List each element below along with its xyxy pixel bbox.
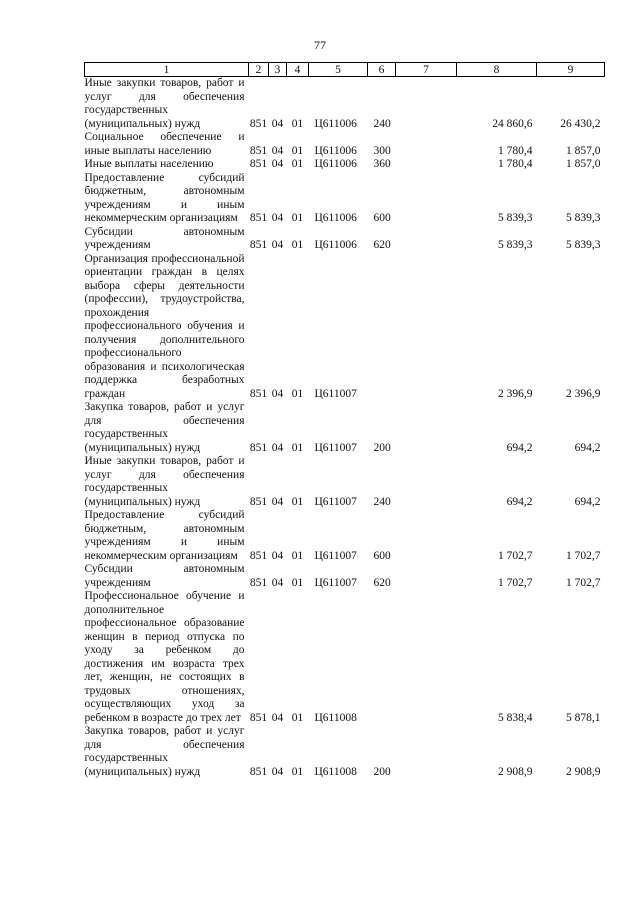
table-row <box>85 401 605 455</box>
row-csr: Ц611007 <box>314 549 357 562</box>
row-col8: 1 702,7 <box>498 549 533 562</box>
row-col8: 694,2 <box>506 441 533 454</box>
row-pr: 01 <box>291 144 304 157</box>
row-col7 <box>396 226 457 253</box>
row-rz: 04 <box>271 576 284 589</box>
row-col8: 2 396,9 <box>498 387 533 400</box>
row-col9: 1 857,0 <box>566 144 601 157</box>
row-col8: 1 780,4 <box>498 158 533 170</box>
row-name: Иные выплаты населению <box>84 158 214 170</box>
row-col8: 2 908,9 <box>498 765 533 778</box>
table-row <box>85 725 605 779</box>
table-row <box>85 172 605 226</box>
row-csr: Ц611007 <box>314 387 357 400</box>
row-col9: 694,2 <box>574 441 601 454</box>
col-header: 3 <box>269 63 287 77</box>
row-col7 <box>396 725 457 779</box>
row-col7 <box>396 131 457 158</box>
row-ved: 851 <box>249 576 268 589</box>
row-ved: 851 <box>249 549 268 562</box>
row-vr: 600 <box>373 549 391 562</box>
row-vr: 240 <box>373 117 391 130</box>
row-name: Субсидии автономным учреждениям <box>84 563 245 589</box>
row-ved: 851 <box>249 387 268 400</box>
row-name: Субсидии автономным учреждениям <box>84 225 245 251</box>
row-ved: 851 <box>249 117 268 130</box>
row-col8: 24 860,6 <box>492 117 533 130</box>
row-col8: 694,2 <box>506 495 533 508</box>
page-number: 77 <box>314 38 326 52</box>
row-name: Социальное обеспечение и иные выплаты населению <box>84 131 245 157</box>
row-vr <box>368 590 396 725</box>
col-header: 7 <box>396 63 457 77</box>
col-header: 8 <box>457 63 537 77</box>
row-csr: Ц611008 <box>314 765 357 778</box>
row-name: Иные закупки товаров, работ и услуг для обеспечения государственных (муниципальных) нужд <box>84 77 245 130</box>
col-header: 9 <box>537 63 605 77</box>
row-name: Профессиональное обучение и дополнительное профессиональное образование женщин в период отпуска по уходу за ребенком до достижения им возраста трех лет, женщин, не состоящих в трудовых отношениях, осуществляющих уход за ребенком в возрасте до трех лет <box>84 590 245 724</box>
row-vr: 200 <box>373 441 391 454</box>
row-csr: Ц611006 <box>314 239 357 251</box>
row-vr <box>368 253 396 402</box>
row-rz: 04 <box>271 441 284 454</box>
row-col9: 694,2 <box>574 495 601 508</box>
row-col8: 1 702,7 <box>498 576 533 589</box>
row-csr: Ц611007 <box>314 495 357 508</box>
row-rz: 04 <box>271 711 284 724</box>
row-col7 <box>396 401 457 455</box>
table-row <box>85 590 605 725</box>
row-ved: 851 <box>249 212 268 224</box>
table-row <box>85 131 605 158</box>
row-col9: 1 702,7 <box>566 576 601 589</box>
row-col8: 5 838,4 <box>498 711 533 724</box>
row-csr: Ц611006 <box>314 158 357 170</box>
row-csr: Ц611008 <box>314 711 357 724</box>
row-rz: 04 <box>271 239 284 251</box>
row-col9: 5 839,3 <box>566 239 601 251</box>
row-col9: 5 839,3 <box>566 212 601 224</box>
row-col7 <box>396 253 457 402</box>
row-vr: 600 <box>373 212 391 224</box>
row-csr: Ц611006 <box>314 212 357 224</box>
row-rz: 04 <box>271 158 284 170</box>
row-vr: 620 <box>373 576 391 589</box>
table-row <box>85 158 605 172</box>
row-pr: 01 <box>291 495 304 508</box>
col-header: 1 <box>85 63 249 77</box>
row-col9: 5 878,1 <box>566 711 601 724</box>
row-col7 <box>396 77 457 132</box>
row-col9: 1 702,7 <box>566 549 601 562</box>
row-pr: 01 <box>291 765 304 778</box>
row-col7 <box>396 172 457 226</box>
row-vr: 360 <box>373 158 391 170</box>
row-col8: 5 839,3 <box>498 212 533 224</box>
row-pr: 01 <box>291 158 304 170</box>
row-col8: 5 839,3 <box>498 239 533 251</box>
row-col7 <box>396 509 457 563</box>
table-row <box>85 455 605 509</box>
row-name: Закупка товаров, работ и услуг для обеспечения государственных (муниципальных) нужд <box>84 725 245 778</box>
row-col7 <box>396 158 457 172</box>
row-rz: 04 <box>271 765 284 778</box>
row-ved: 851 <box>249 158 268 170</box>
row-rz: 04 <box>271 117 284 130</box>
row-pr: 01 <box>291 441 304 454</box>
row-vr: 200 <box>373 765 391 778</box>
row-name: Предоставление субсидий бюджетным, автономным учреждениям и иным некоммерческим организациям <box>84 171 245 224</box>
table-row <box>85 77 605 132</box>
row-col8: 1 780,4 <box>498 144 533 157</box>
col-header: 2 <box>249 63 269 77</box>
row-ved: 851 <box>249 441 268 454</box>
row-ved: 851 <box>249 239 268 251</box>
row-col9: 1 857,0 <box>566 158 601 170</box>
row-pr: 01 <box>291 387 304 400</box>
table-row <box>85 253 605 402</box>
table-row <box>85 226 605 253</box>
row-col9: 2 908,9 <box>566 765 601 778</box>
row-rz: 04 <box>271 387 284 400</box>
row-name: Организация профессиональной ориентации граждан в целях выбора сферы деятельности (профессии), трудоустройства, прохождения профессионального обучения и получения дополнительного профессионального образования и психологическая поддержка безработных граждан <box>84 252 245 400</box>
row-pr: 01 <box>291 576 304 589</box>
row-rz: 04 <box>271 549 284 562</box>
row-pr: 01 <box>291 212 304 224</box>
col-header: 4 <box>287 63 309 77</box>
row-vr: 620 <box>373 239 391 251</box>
row-csr: Ц611006 <box>314 144 357 157</box>
row-csr: Ц611007 <box>314 441 357 454</box>
row-csr: Ц611007 <box>314 576 357 589</box>
row-csr: Ц611006 <box>314 117 357 130</box>
row-col9: 2 396,9 <box>566 387 601 400</box>
row-name: Иные закупки товаров, работ и услуг для обеспечения государственных (муниципальных) нужд <box>84 455 245 508</box>
row-rz: 04 <box>271 212 284 224</box>
col-header: 6 <box>368 63 396 77</box>
table-row <box>85 509 605 563</box>
row-ved: 851 <box>249 711 268 724</box>
row-ved: 851 <box>249 495 268 508</box>
row-name: Закупка товаров, работ и услуг для обеспечения государственных (муниципальных) нужд <box>84 401 245 454</box>
budget-table <box>84 62 605 779</box>
row-col7 <box>396 590 457 725</box>
col-header: 5 <box>309 63 368 77</box>
row-pr: 01 <box>291 549 304 562</box>
row-rz: 04 <box>271 495 284 508</box>
row-col7 <box>396 563 457 590</box>
row-name: Предоставление субсидий бюджетным, автономным учреждениям и иным некоммерческим организациям <box>84 509 245 562</box>
row-rz: 04 <box>271 144 284 157</box>
row-col9: 26 430,2 <box>560 117 601 130</box>
row-ved: 851 <box>249 765 268 778</box>
table-row <box>85 563 605 590</box>
row-pr: 01 <box>291 117 304 130</box>
row-vr: 240 <box>373 495 391 508</box>
header-row <box>85 63 605 77</box>
row-vr: 300 <box>373 144 391 157</box>
row-col7 <box>396 455 457 509</box>
row-pr: 01 <box>291 711 304 724</box>
row-ved: 851 <box>249 144 268 157</box>
row-pr: 01 <box>291 239 304 251</box>
